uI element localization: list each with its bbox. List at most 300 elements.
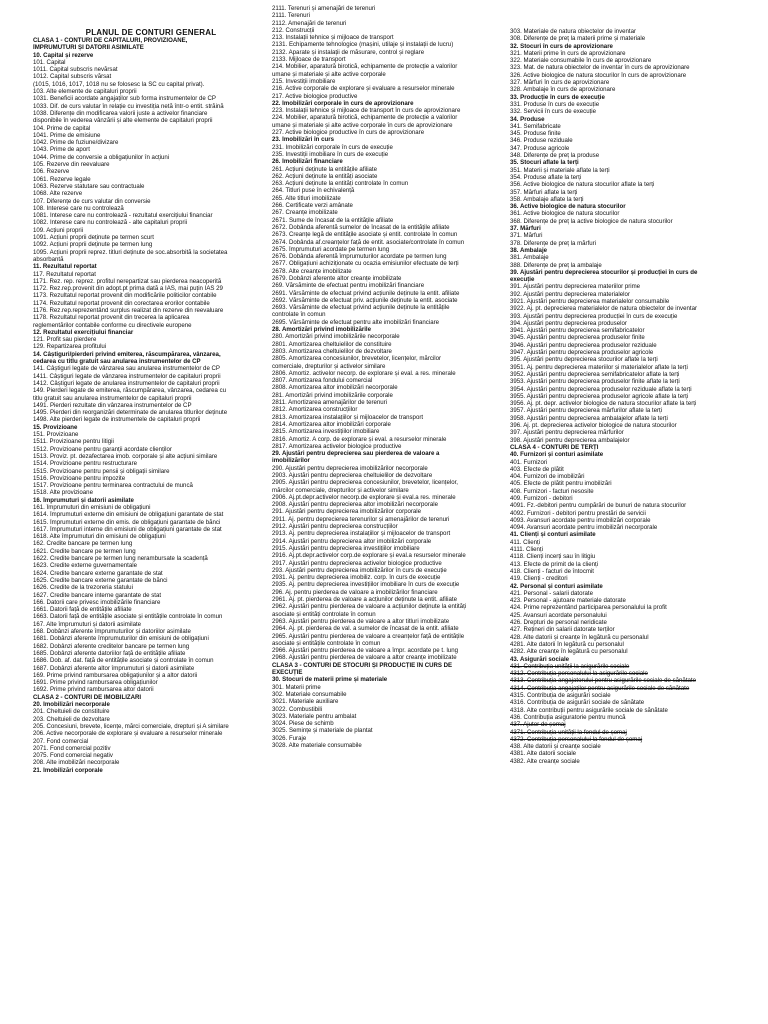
- section-heading: 41. Clienți și conturi asimilate: [510, 531, 596, 539]
- account-line: 2968. Ajustări pentru pierderea de valoare a altor creanțe imobilizate: [272, 654, 457, 662]
- account-line: 235. Investiții imobiliare în curs de execuție: [272, 150, 389, 158]
- section-heading: 39. Ajustări pentru deprecierea stocurilor și producției în curs de: [510, 268, 698, 276]
- account-line: 3952. Ajustări pentru deprecierea semifabricatelor aflate la terți: [510, 370, 680, 378]
- account-line: 3025. Semințe și materiale de plantat: [272, 727, 373, 735]
- account-line: umane și materiale și alte active corporale: [272, 70, 386, 78]
- account-line: 291. Ajustări pentru deprecierea imobilizărilor corporale: [272, 508, 422, 516]
- account-line: 354. Produse aflate la terți: [510, 173, 582, 181]
- account-line: 1685. Dobânzi aferente datoriilor față de entitățile afiliate: [33, 649, 186, 657]
- account-line: 388. Diferențe de preț la ambalaje: [510, 261, 602, 269]
- account-line: 358. Ambalaje aflate la terți: [510, 195, 584, 203]
- section-heading: 36. Active biologice de natura stocurilor: [510, 203, 626, 211]
- account-line: 1082. Interese care nu controlează - alte capitaluri proprii: [33, 219, 188, 227]
- account-line: 1411. Câștiguri legate de vânzarea instrumentelor de capitaluri proprii: [33, 372, 221, 380]
- account-line: 4312. Contribuția personalului la asigurările sociale: [510, 670, 648, 678]
- account-line: 2674. Dobânda af.creanțelor față de entit. asociate/controlate în comun: [272, 238, 465, 246]
- account-line: 3028. Alte materiale consumabile: [272, 741, 362, 749]
- account-line: 129. Repartizarea profitului: [33, 343, 107, 351]
- account-line: 2816. Amortiz. A corp. de explorare și eval. a resurselor minerale: [272, 435, 447, 443]
- account-line: 347. Produse agricole: [510, 144, 570, 152]
- section-heading: cedarea cu titlu gratuit sau anularea instrumentelor de CP: [33, 358, 201, 366]
- account-line: 2912. Ajustări pentru deprecierea construcțiilor: [272, 523, 398, 531]
- account-line: 341. Semifabricate: [510, 122, 561, 130]
- account-line: 1617. Împrumuturi interne din emisiuni de obligațiuni garantate de stat: [33, 525, 222, 533]
- account-line: 4382. Alte creanțe sociale: [510, 757, 580, 765]
- account-line: 1061. Rezerve legale: [33, 175, 91, 183]
- account-line: 1176. Rez.rep.reprezentând surplus realizat din rezerve din reevaluare: [33, 306, 224, 314]
- account-line: 308. Diferențe de preț la materii prime și materiale: [510, 35, 646, 43]
- account-line: 403. Efecte de plătit: [510, 465, 564, 473]
- account-line: 392. Ajustări pentru deprecierea materialelor: [510, 290, 630, 298]
- account-line: 2133. Mijloace de transport: [272, 56, 346, 64]
- account-line: 3921. Ajustări pentru deprecierea materialelor consumabile: [510, 297, 670, 305]
- account-line: 346. Produse reziduale: [510, 137, 573, 145]
- account-line: 2678. Alte creanțe imobilizate: [272, 267, 352, 275]
- account-line: 438. Alte datorii și creanțe sociale: [510, 743, 601, 751]
- account-line: 265. Alte titluri imobilizate: [272, 194, 341, 202]
- account-line: 261. Acțiuni deținute la entitățile afiliate: [272, 165, 378, 173]
- account-line: 2808. Amortizarea altor imobilizări necorporale: [272, 384, 398, 392]
- account-line: 1491. Pierderi rezultate din vânzarea instrumentelor de CP: [33, 401, 192, 409]
- account-line: 2803. Amortizarea cheltuielilor de dezvoltare: [272, 347, 392, 355]
- account-line: 1092. Acțiuni proprii deținute pe termen lung: [33, 241, 153, 249]
- account-line: 391. Ajustări pentru deprecierea materiilor prime: [510, 283, 641, 291]
- account-line: 357. Mărfuri aflate la terți: [510, 188, 578, 196]
- account-line: 323. Mat. de natura obiectelor de inventar în curs de aprovizionare: [510, 64, 690, 72]
- account-line: 2691. Vărsăminte de efectuat privind acțiunile deținute la entit. afiliate: [272, 289, 460, 297]
- account-line: 381. Ambalaje: [510, 254, 549, 262]
- account-line: 2071. Fond comercial pozitiv: [33, 744, 111, 752]
- account-line: 3955. Ajustări pentru deprecierea produselor agricole aflate la terți: [510, 392, 689, 400]
- account-line: 109. Acțiuni proprii: [33, 226, 84, 234]
- account-line: 2913. Aj. pentru deprecierea instalațiilor și mijloacelor de transport: [272, 530, 451, 538]
- section-heading: 15. Provizioane: [33, 423, 78, 431]
- account-line: 348. Diferențe de preț la produse: [510, 152, 600, 160]
- account-line: 4315. Contribuția de asigurări sociale: [510, 692, 611, 700]
- account-line: 2811. Amortizarea amenajărilor de terenuri: [272, 399, 388, 407]
- account-line: 2966. Ajustări pentru pierderea de valoare a împr. acordate pe t. lung: [272, 647, 458, 655]
- account-line: 2814. Amortizarea altor imobilizări corporale: [272, 420, 391, 428]
- account-line: 431. Contribuția unității la asigurările sociale: [510, 662, 630, 670]
- section-heading: 12. Rezultatul exercițiului financiar: [33, 328, 134, 336]
- account-line: 404. Furnizori de imobilizări: [510, 473, 585, 481]
- account-line: 224. Mobilier, aparatură birotică, echipamente de protecție a valorilor: [272, 114, 458, 122]
- account-line: 264. Titluri puse în echivalență: [272, 187, 355, 195]
- account-line: 1033. Dif. de curs valutar în relație cu investiția netă într-o entit. străină: [33, 102, 224, 110]
- account-line: 2911. Aj. pentru deprecierea terenurilor și amenajărilor de terenuri: [272, 515, 450, 523]
- account-line: asociate și entitățile controlate în comun: [272, 639, 381, 647]
- section-heading: 20. Imobilizări necorporale: [33, 701, 110, 709]
- account-line: 3941. Ajustări pentru deprecierea semifabricatelor: [510, 327, 645, 335]
- account-line: 3946. Ajustări pentru deprecierea produselor reziduale: [510, 341, 657, 349]
- account-line: 397. Ajustări pentru deprecierea mărfurilor: [510, 429, 624, 437]
- account-line: 368. Diferențe de preț la active biologice de natura stocurilor: [510, 217, 673, 225]
- account-line: 395. Ajustări pentru deprecierea stocurilor aflate la terți: [510, 356, 658, 364]
- account-line: 394. Ajustări pentru deprecierea produselor: [510, 319, 627, 327]
- account-line: 436. Contribuția asiguratorie pentru muncă: [510, 713, 626, 721]
- column-3: [510, 28, 742, 765]
- account-line: 1661. Datorii față de entitățile afiliate: [33, 606, 132, 614]
- account-line: 1663. Datorii față de entitățile asociate și entitățile controlate în comun: [33, 613, 223, 621]
- account-line: 408. Furnizori - facturi nesosite: [510, 487, 594, 495]
- account-line: 351. Materii și materiale aflate la terți: [510, 166, 610, 174]
- account-line: 425. Avansuri acordate personalului: [510, 611, 607, 619]
- account-line: 206. Active necorporale de explorare și evaluare a resurselor minerale: [33, 730, 223, 738]
- account-line: 1681. Dobânzi aferente împrumuturilor din emisiuni de obligațiuni: [33, 635, 209, 643]
- column-1-lines: [33, 37, 269, 774]
- account-line: 1622. Credite bancare pe termen lung nerambursate la scadență: [33, 555, 208, 563]
- account-line: asociate și entități controlate în comun: [272, 610, 376, 618]
- account-line: 2905. Ajustări pentru deprecierea concesiunilor, brevetelor, licențelor,: [272, 479, 458, 487]
- account-line: 3953. Ajustări pentru deprecierea produselor finite aflate la terți: [510, 378, 680, 386]
- account-line: 2807. Amortizarea fondului comercial: [272, 377, 373, 385]
- column-3-lines: [510, 28, 742, 765]
- section-heading: 42. Personal și conturi asimilate: [510, 582, 603, 590]
- account-line: 4318. Alte contribuții pentru asigurările sociale de sănătate: [510, 706, 668, 714]
- account-line: 331. Produse în curs de execuție: [510, 100, 600, 108]
- account-line: 166. Datorii care privesc imobilizările financiare: [33, 598, 161, 606]
- account-line: 231. Imobilizări corporale în curs de execuție: [272, 143, 393, 151]
- account-line: 2813. Amortizarea instalațiilor și mijloacelor de transport: [272, 413, 424, 421]
- account-line: 2914. Ajustări pentru deprecierea altor imobilizări corporale: [272, 537, 432, 545]
- account-line: 296. Aj. pentru pierderea de valoare a imobilizărilor financiare: [272, 588, 438, 596]
- account-line: 1518. Alte provizioane: [33, 489, 93, 497]
- account-line: 262. Acțiuni deținute la entități asociate: [272, 172, 378, 180]
- section-heading: 37. Mărfuri: [510, 225, 541, 233]
- section-heading: imobilizărilor: [272, 457, 310, 465]
- account-line: 2806. Amortiz. activelor necorp. de explorare și eval. a res. minerale: [272, 369, 456, 377]
- section-heading: 23. Imobilizări în curs: [272, 136, 334, 144]
- account-line: 2935. Aj. pentru deprecierea investițiilor imobiliare în curs de execuție: [272, 581, 460, 589]
- account-line: umane și materiale și alte active corporale în curs de aprovizionare: [272, 121, 453, 129]
- account-line: 293. Ajustări pentru deprecierea imobilizărilor în curs de execuție: [272, 566, 447, 574]
- account-line: 423. Personal - ajutoare materiale datorate: [510, 597, 626, 605]
- page-title: PLANUL DE CONTURI GENERAL: [85, 28, 217, 37]
- account-line: 4314. Contribuția angajaților pentru asigurările sociale de sănătate: [510, 684, 690, 692]
- account-line: 2131. Echipamente tehnologice (mașini, utilaje și instalații de lucru): [272, 41, 454, 49]
- account-line: 1173. Rezultatul reportat provenit din modificările politicilor contabile: [33, 292, 217, 300]
- account-line: 4282. Alte creanțe în legătură cu personalul: [510, 648, 628, 656]
- account-line: 1031. Beneficii acordate angajaților sub forma instrumentelor de CP: [33, 95, 216, 103]
- account-line: 4381. Alte datorii sociale: [510, 750, 577, 758]
- account-line: 4094. Avansuri acordate pentru imobilizări necorporale: [510, 524, 658, 532]
- account-line: 281. Amortizări privind imobilizările corporale: [272, 391, 393, 399]
- account-line: 2693. Vărsăminte de efectuat privind acțiunile deținute la entitățile: [272, 304, 450, 312]
- column-2: [272, 5, 506, 749]
- account-line: 1081. Interese care nu controlează - rezultatul exercițiului financiar: [33, 212, 213, 220]
- account-line: 3026. Furaje: [272, 734, 307, 742]
- section-heading: 40. Furnizori și conturi asimilate: [510, 451, 604, 459]
- section-heading: 21. Imobilizări corporale: [33, 766, 103, 774]
- account-line: 117. Rezultatul reportat: [33, 270, 96, 278]
- account-line: 2964. Aj. pt. pierderea de val. a sumelor de încasat de la entit. afiliate: [272, 625, 459, 633]
- section-heading: 35. Stocuri aflate la terți: [510, 159, 579, 167]
- section-heading: CLASA 4 - CONTURI DE TERȚI: [510, 443, 599, 451]
- account-line: 2111. Terenuri: [272, 12, 310, 20]
- account-line: 2671. Sume de încasat de la entitățile afiliate: [272, 216, 394, 224]
- account-line: 108. Interese care nu controlează: [33, 204, 124, 212]
- account-line: 2963. Ajustări pentru pierderea de valoare a altor titluri imobilizate: [272, 617, 450, 625]
- account-line: 2815. Amortizarea investițiilor imobiliare: [272, 428, 380, 436]
- section-heading: 26. Imobilizări financiare: [272, 158, 343, 166]
- account-line: 1042. Prime de fuziune/divizare: [33, 139, 119, 147]
- section-heading: execuție: [510, 276, 535, 284]
- account-line: 280. Amortizări privind imobilizările necorporale: [272, 333, 400, 341]
- account-line: 2679. Dobânzi aferente altor creanțe imobilizate: [272, 274, 402, 282]
- account-line: 1412. Câștiguri legate de anularea instrumentelor de capitaluri proprii: [33, 379, 220, 387]
- account-line: 2676. Dobânda aferentă împrumuturilor acordate pe termen lung: [272, 253, 447, 261]
- section-heading: EXECUȚIE: [272, 669, 303, 677]
- account-line: 1624. Credite bancare externe garantate de stat: [33, 569, 163, 577]
- account-line: 208. Alte imobilizări necorporale: [33, 759, 120, 767]
- account-line: 1627. Credite bancare interne garantate de stat: [33, 591, 162, 599]
- section-heading: ÎMPRUMUTURI ȘI DATORII ASIMILATE: [33, 44, 144, 52]
- account-line: 105. Rezerve din reevaluare: [33, 161, 110, 169]
- account-line: 378. Diferențe de preț la mărfuri: [510, 239, 597, 247]
- account-line: 2906. Aj.pt.depr.activelor necorp.de explorare și eval.a res. minerale: [272, 493, 456, 501]
- account-line: comerciale, drepturilor și activelor similare: [272, 362, 386, 370]
- account-line: 3956. Aj. pt. depr. activelor biologice de natura stocurilor aflate la terți: [510, 400, 697, 408]
- account-line: 328. Ambalaje în curs de aprovizionare: [510, 86, 616, 94]
- account-line: 413. Efecte de primit de la clienți: [510, 560, 599, 568]
- account-line: 1515. Provizioane pentru pensii și obligații similare: [33, 467, 170, 475]
- account-line: 4313. Contribuția angajatorului pentru asigurările sociale de sănătate: [510, 677, 696, 685]
- account-line: 321. Materii prime în curs de aprovizionare: [510, 49, 626, 57]
- account-line: 2675. Împrumuturi acordate pe termen lung: [272, 245, 390, 253]
- account-line: 167. Alte împrumuturi și datorii asimilate: [33, 620, 142, 628]
- account-line: 1614. Împrumuturi externe din emisiuni de obligațiuni garantate de stat: [33, 511, 224, 519]
- account-line: 3024. Piese de schimb: [272, 720, 334, 728]
- account-line: 1171. Rez. rep. reprez. profitul nerepartizat sau pierderea neacoperită: [33, 277, 222, 285]
- account-line: 426. Drepturi de personal neridicate: [510, 619, 607, 627]
- account-line: 212. Construcții: [272, 26, 315, 34]
- account-line: 361. Active biologice de natura stocurilor: [510, 210, 620, 218]
- account-line: 4316. Contribuția de asigurări sociale de sănătate: [510, 699, 645, 707]
- account-line: 223. Instalații tehnice și mijloace de transport în curs de aprovizionare: [272, 107, 461, 115]
- account-line: disponibile în vederea vânzării și alte elemente de capitaluri proprii: [33, 117, 213, 125]
- account-line: 356. Active biologice de natura stocurilor aflate la terți: [510, 181, 655, 189]
- account-line: 1687. Dobânzi aferente altor împrumuturi și datorii asimilate: [33, 664, 195, 672]
- account-line: 1068. Alte rezerve: [33, 190, 83, 198]
- account-line: 149. Pierderi legate de emiterea, răscumpărarea, vânzarea, cedarea cu: [33, 387, 227, 395]
- account-line: 2817. Amortizarea activelor biologice productive: [272, 442, 402, 450]
- account-line: 1012. Capital subscris vărsat: [33, 73, 112, 81]
- account-line: 3023. Materiale pentru ambalat: [272, 712, 357, 720]
- account-line: 2132. Aparate și instalații de măsurare, control și reglare: [272, 48, 425, 56]
- account-line: 2677. Obligațiuni achiziționate cu ocazia emisiunilor efectuate de terți: [272, 260, 459, 268]
- account-line: 2931. Aj. pentru deprecierea imobiliz. corp. în curs de execuție: [272, 574, 441, 582]
- account-line: 398. Ajustări pentru deprecierea ambalajelor: [510, 436, 630, 444]
- account-line: 4111. Clienți: [510, 546, 543, 554]
- account-line: 4091. Fz.-debitori pentru cumpărări de bunuri de natura stocurilor: [510, 502, 687, 510]
- section-heading: CLASA 2 - CONTURI DE IMOBILIZĂRI: [33, 693, 142, 701]
- account-line: 301. Materii prime: [272, 683, 321, 691]
- section-heading: 10. Capital și rezerve: [33, 51, 94, 59]
- column-2-lines: [272, 5, 506, 749]
- account-line: 1495. Pierderi din reorganizări determinate de anularea titlurilor deținute: [33, 409, 228, 417]
- account-line: absorbantă: [33, 255, 64, 263]
- account-line: 214. Mobilier, aparatură birotică, echipamente de protecție a valorilor: [272, 63, 458, 71]
- account-line: 269. Vărsăminte de efectuat pentru imobilizări financiare: [272, 282, 425, 290]
- account-line: 1512. Provizioane pentru garanții acordate clienților: [33, 445, 172, 453]
- account-line: 3954. Ajustări pentru deprecierea produselor reziduale aflate la terți: [510, 385, 692, 393]
- account-line: 2111. Terenuri și amenajări de terenuri: [272, 5, 376, 12]
- section-heading: 43. Asigurări sociale: [510, 655, 570, 663]
- account-line: 418. Clienți - facturi de întocmit: [510, 567, 594, 575]
- account-line: 1498. Alte pierderi legate de instrumentele de capitaluri proprii: [33, 416, 201, 424]
- account-line: 2672. Dobânda aferentă sumelor de încasat de la entitățile afiliate: [272, 223, 450, 231]
- account-line: 327. Mărfuri în curs de aprovizionare: [510, 79, 610, 87]
- account-line: 332. Servicii în curs de execuție: [510, 108, 597, 116]
- account-line: 3922. Aj. pt. deprecierea materialelor de natura obiectelor de inventar: [510, 305, 697, 313]
- account-line: 2962. Ajustări pentru pierderea de valoare a acțiunilor deținute la entități: [272, 603, 467, 611]
- account-line: 1623. Credite externe guvernamentale: [33, 562, 137, 570]
- account-line: 161. Împrumuturi din emisiuni de obligațiuni: [33, 504, 151, 511]
- account-line: 168. Dobânzi aferente împrumuturilor și datoriilor asimilate: [33, 628, 191, 636]
- account-line: 1621. Credite bancare pe termen lung: [33, 547, 136, 555]
- section-heading: 29. Ajustări pentru deprecierea sau pierderea de valoare a: [272, 450, 440, 458]
- account-line: 205. Concesiuni, brevete, licențe, mărci comerciale, drepturi și A similare: [33, 722, 229, 730]
- account-line: 1513. Proviz. pt. dezafectarea imob. corporale și alte acțiuni similare: [33, 452, 218, 460]
- account-line: 1178. Rezultatul reportat provenit din trecerea la aplicarea: [33, 314, 190, 322]
- account-line: 428. Alte datorii și creanțe în legătură cu personalul: [510, 633, 649, 641]
- account-line: 3951. Aj. pentru deprecierea materiilor și materialelor aflate la terți: [510, 363, 688, 371]
- account-line: 424. Prime reprezentând participarea personalului la profit: [510, 604, 667, 612]
- account-line: 215. Investiții imobiliare: [272, 77, 336, 85]
- account-line: 2801. Amortizarea cheltuielilor de constituire: [272, 340, 392, 348]
- section-heading: 30. Stocuri de materii prime și materiale: [272, 676, 388, 684]
- account-line: 326. Active biologice de natura stocurilor în curs de aprovizionare: [510, 71, 687, 79]
- account-line: 1514. Provizioane pentru restructurare: [33, 460, 137, 468]
- section-heading: CLASA 1 - CONTURI DE CAPITALURI, PROVIZIOANE,: [33, 37, 188, 44]
- account-line: 1682. Dobânzi aferente creditelor bancare pe termen lung: [33, 642, 190, 650]
- account-line: 1043. Prime de aport: [33, 146, 90, 154]
- account-line: 4371. Contribuția unității la fondul de șomaj: [510, 728, 627, 736]
- account-line: 2692. Vărsăminte de efectuat priv. acțiunile deținute la entit. asociate: [272, 296, 458, 304]
- account-line: 2805. Amortizarea concesiunilor, brevetelor, licențelor, mărcilor: [272, 355, 442, 363]
- account-line: 2917. Ajustări pentru deprecierea activelor biologice productive: [272, 559, 442, 567]
- section-heading: 32. Stocuri în curs de aprovizionare: [510, 42, 613, 50]
- account-line: 267. Creanțe imobilizate: [272, 209, 338, 217]
- account-line: 3945. Ajustări pentru deprecierea produselor finite: [510, 334, 645, 342]
- account-line: 322. Materiale consumabile în curs de aprovizionare: [510, 57, 652, 65]
- account-line: 266. Certificate verzi amânate: [272, 202, 353, 210]
- account-line: 1091. Acțiuni proprii deținute pe termen scurt: [33, 234, 154, 242]
- account-line: 104. Prime de capital: [33, 124, 91, 132]
- account-line: 203. Cheltuieli de dezvoltare: [33, 715, 110, 723]
- section-heading: CLASA 3 - CONTURI DE STOCURI ȘI PRODUCȚIE ÎN CURS DE: [272, 661, 453, 669]
- section-heading: 34. Produse: [510, 115, 545, 123]
- account-line: 169. Prime privind rambursarea obligațiunilor și a altor datorii: [33, 671, 198, 679]
- section-heading: 16. Împrumuturi și datorii asimilate: [33, 496, 134, 504]
- account-line: 227. Active biologice productive în curs de aprovizionare: [272, 129, 425, 137]
- account-line: 1516. Provizioane pentru impozite: [33, 474, 126, 482]
- account-line: 1615. Împrumuturi externe din emis. de obligațiuni garantate de bănci: [33, 518, 221, 526]
- account-line: (1015, 1016, 1017, 1018 nu se folosesc la SC cu capital privat).: [33, 80, 205, 88]
- account-line: titlu gratuit sau anularea instrumentelor de capitaluri proprii: [33, 394, 192, 402]
- section-heading: 22. Imobilizări corporale în curs de aprovizionare: [272, 99, 414, 107]
- account-line: 162. Credite bancare pe termen lung: [33, 540, 133, 548]
- account-line: 2908. Ajustări pentru deprecierea altor imobilizări necorporale: [272, 501, 438, 509]
- account-line: 2075. Fond comercial negativ: [33, 752, 113, 760]
- section-heading: 14. Câștiguri/pierderi privind emiterea, răscumpărarea, vânzarea,: [33, 350, 221, 358]
- account-line: 4093. Avansuri acordate pentru imobilizări corporale: [510, 516, 651, 524]
- account-line: 1691. Prime privind rambursarea obligațiunilor: [33, 679, 158, 687]
- account-line: 2673. Creanțe legă de entitățile asociate și entit. controlate în comun: [272, 231, 458, 239]
- account-line: 421. Personal - salarii datorate: [510, 589, 593, 597]
- account-line: 437. Ajutor de șomaj: [510, 721, 566, 729]
- account-line: 207. Fond comercial: [33, 737, 89, 745]
- account-line: 1172. Rez.rep.provenit din adopt.pt prima dată a IAS, mai puțin IAS 29: [33, 285, 223, 293]
- account-line: 401. Furnizori: [510, 458, 548, 466]
- account-line: 2812. Amortizarea construcțiilor: [272, 406, 358, 414]
- account-line: 3947. Ajustări pentru deprecierea produselor agricole: [510, 349, 654, 357]
- account-line: 2695. Vărsăminte de efectuat pentru alte imobilizări financiare: [272, 318, 439, 326]
- account-line: 411. Clienți: [510, 538, 541, 546]
- account-line: 201. Cheltuieli de constituire: [33, 708, 110, 716]
- account-line: 4281. Alte datorii în legătură cu personalul: [510, 640, 624, 648]
- account-line: 3957. Ajustări pentru deprecierea mărfurilor aflate la terți: [510, 407, 663, 415]
- account-line: 107. Diferențe de curs valutar din conversie: [33, 197, 151, 205]
- account-line: 1625. Credite bancare externe garantate de bănci: [33, 576, 168, 584]
- account-line: 427. Rețineri din salarii datorate terților: [510, 626, 615, 634]
- account-line: 4118. Clienți incerți sau în litigiu: [510, 553, 596, 561]
- account-line: 3958. Ajustări pentru deprecierea ambalajelor aflate la terți: [510, 414, 668, 422]
- account-line: 1692. Prime privind rambursarea altor datorii: [33, 686, 154, 694]
- account-line: 405. Efecte de plătit pentru imobilizări: [510, 480, 612, 488]
- account-line: 216. Active corporale de explorare și evaluare a resurselor minerale: [272, 85, 455, 93]
- account-line: 1011. Capital subscris nevărsat: [33, 66, 118, 74]
- account-line: 409. Furnizori - debitori: [510, 495, 573, 502]
- account-line: 345. Produse finite: [510, 130, 561, 138]
- account-line: 1041. Prime de emisiune: [33, 131, 101, 139]
- account-line: 151. Provizioane: [33, 431, 79, 439]
- account-line: reglementărilor contabile conforme cu directivele europene: [33, 321, 192, 329]
- account-line: 4372. Contribuția personalului la fondul de șomaj: [510, 735, 643, 743]
- account-line: 2916. Aj.pt.depr.activelor corp.de explorare și eval.a resurselor minerale: [272, 552, 466, 560]
- account-line: 393. Ajustări pentru deprecierea producției în curs de execuție: [510, 312, 678, 320]
- section-heading: 11. Rezultatul reportat: [33, 263, 97, 271]
- account-line: 1063. Rezerve statutare sau contractuale: [33, 182, 145, 190]
- account-line: 121. Profit sau pierdere: [33, 336, 97, 344]
- account-line: 1686. Dob. af. dat. față de entitățile asociate și controlate în comun: [33, 657, 214, 665]
- account-line: 2903. Ajustări pentru deprecierea cheltuielilor de dezvoltare: [272, 472, 433, 479]
- account-line: 213. Instalații tehnice și mijloace de transport: [272, 34, 394, 42]
- account-line: 3022. Combustibili: [272, 705, 323, 713]
- account-line: 303. Materiale de natura obiectelor de inventar: [510, 28, 637, 35]
- account-line: 2112. Amenajări de terenuri: [272, 19, 347, 27]
- account-line: 1618. Alte împrumuturi din emisiuni de obligațiuni: [33, 533, 166, 541]
- account-line: 1511. Provizioane pentru litigii: [33, 438, 114, 446]
- account-line: 103. Alte elemente de capitaluri proprii: [33, 88, 137, 96]
- account-line: controlate în comun: [272, 311, 326, 319]
- account-line: 371. Mărfuri: [510, 232, 543, 240]
- account-line: 290. Ajustări pentru deprecierea imobilizărilor necorporale: [272, 464, 428, 472]
- account-line: 1095. Acțiuni proprii reprez. titluri deținute de soc.absorbită la societatea: [33, 248, 228, 256]
- account-line: 263. Acțiuni deținute la entități controlate în comun: [272, 180, 409, 188]
- account-line: 2965. Ajustări pentru pierderea de valoare a creanțelor față de entitățile: [272, 632, 465, 640]
- account-line: 2915. Ajustări pentru deprecierea investițiilor imobiliare: [272, 544, 420, 552]
- account-line: 141. Câștiguri legate de vânzarea sau anularea instrumentelor de CP: [33, 365, 220, 373]
- account-line: 419. Clienți - creditori: [510, 575, 568, 583]
- section-heading: 28. Amortizări privind imobilizările: [272, 326, 371, 334]
- section-heading: 38. Ambalaje: [510, 246, 548, 254]
- account-line: 1044. Prime de conversie a obligațiunilor în acțiuni: [33, 153, 170, 161]
- account-line: 1038. Diferențe din modificarea valorii juste a activelor financiare: [33, 109, 208, 117]
- section-heading: 33. Producție în curs de execuție: [510, 93, 605, 101]
- account-line: 101. Capital: [33, 58, 66, 66]
- account-line: 302. Materiale consumabile: [272, 690, 347, 698]
